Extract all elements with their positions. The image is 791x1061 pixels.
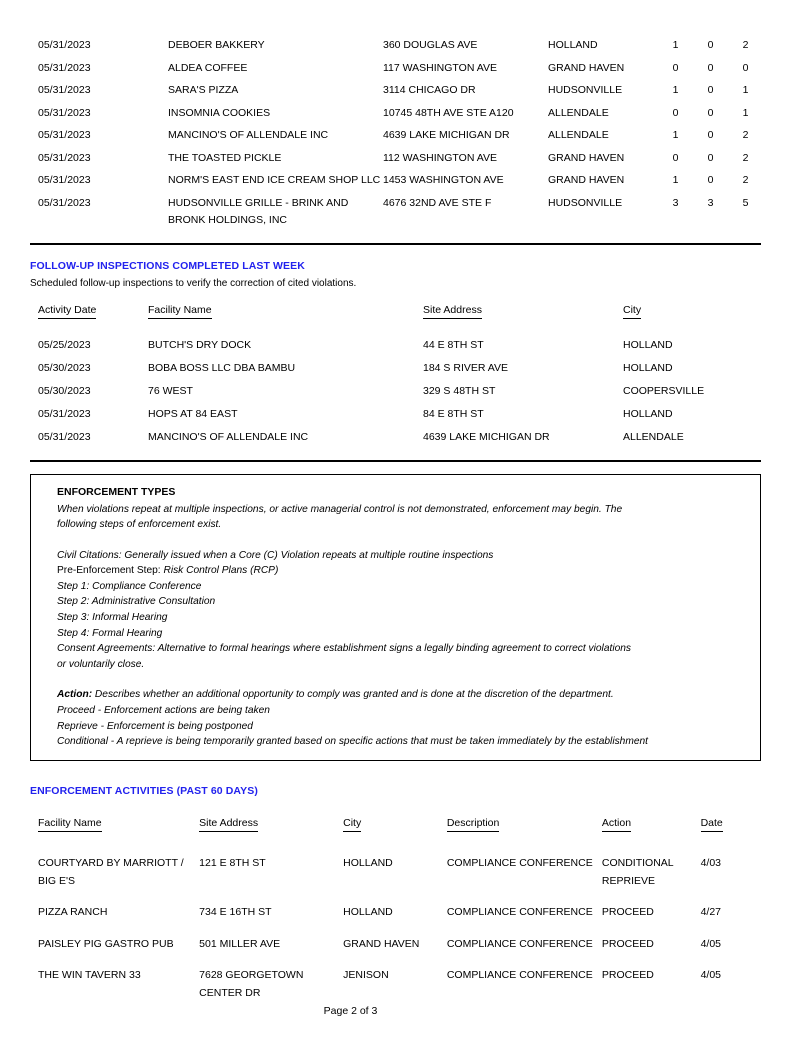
cell-activity-date: 05/31/2023 (38, 407, 91, 420)
table-row (30, 105, 763, 128)
enforcement-types-step-1: Step 1: Compliance Conference (57, 580, 202, 592)
enforcement-activities-section (30, 785, 761, 797)
cell-facility-name: THE WIN TAVERN 33 (38, 969, 141, 982)
column-header-date: Date (701, 815, 761, 833)
cell-city: HOLLAND (343, 857, 393, 870)
cell-facility-name: PIZZA RANCH (38, 906, 108, 919)
followup-section-heading: FOLLOW-UP INSPECTIONS COMPLETED LAST WEEK (30, 259, 305, 272)
cell-facility-name: HOPS AT 84 EAST (148, 407, 238, 420)
cell-foundation-count: 0 (707, 106, 714, 119)
cell-site-address: 734 E 16TH ST (199, 906, 272, 919)
cell-city: HOLLAND (623, 338, 673, 351)
table-header-row (30, 302, 773, 320)
cell-city: GRAND HAVEN (548, 61, 625, 74)
column-header-description: Description (447, 815, 602, 833)
cell-city: GRAND HAVEN (548, 174, 625, 186)
cell-site-address: 84 E 8TH ST (423, 407, 484, 420)
cell-activity-date: 05/30/2023 (38, 384, 91, 397)
followup-inspections-table (30, 302, 773, 452)
enforcement-types-step-2: Step 2: Administrative Consultation (57, 596, 216, 608)
table-row (30, 172, 763, 195)
cell-foundation-count: 3 (707, 196, 714, 209)
cell-activity-date: 05/31/2023 (38, 39, 91, 51)
section-divider-rule (30, 460, 761, 462)
action-label: Action: (57, 689, 93, 701)
cell-priority-count: 0 (672, 151, 679, 164)
cell-activity-date: 05/31/2023 (38, 129, 91, 141)
cell-site-address: 10745 48TH AVE STE A120 (383, 106, 514, 119)
table-row (30, 406, 773, 429)
cell-site-address: 121 E 8TH ST (199, 857, 266, 870)
page-footer (0, 1005, 791, 1017)
followup-table-head (30, 302, 773, 337)
cell-site-address: 112 WASHINGTON AVE (383, 151, 497, 164)
cell-description: COMPLIANCE CONFERENCE (446, 969, 593, 982)
enforcement-types-civil-citations: Civil Citations: Generally issued when a Core (C) Violation repeats at multiple routine inspections (57, 549, 494, 561)
cell-priority-count: 1 (672, 84, 679, 96)
column-header-city: City (623, 302, 773, 320)
cell-activity-date: 05/31/2023 (38, 151, 91, 164)
cell-site-address: 501 MILLER AVE (199, 937, 281, 950)
enforcement-table-head (30, 815, 761, 856)
cell-facility-name: THE TOASTED PICKLE (168, 151, 282, 164)
table-row (30, 150, 763, 173)
cell-facility-name: NORM'S EAST END ICE CREAM SHOP LLC (168, 174, 381, 186)
cell-core-count: 0 (742, 61, 749, 74)
cell-priority-count: 3 (672, 196, 679, 209)
cell-foundation-count: 0 (707, 61, 714, 74)
cell-city: GRAND HAVEN (343, 937, 420, 950)
cell-date: 4/05 (700, 969, 721, 982)
cell-activity-date: 05/31/2023 (38, 106, 91, 119)
cell-priority-count: 1 (672, 129, 679, 141)
enforcement-types-reprieve: Reprieve - Enforcement is being postponed (57, 720, 253, 732)
cell-activity-date: 05/31/2023 (38, 61, 91, 74)
cell-foundation-count: 0 (707, 151, 714, 164)
table-row (30, 60, 763, 83)
cell-site-address: 360 DOUGLAS AVE (383, 39, 478, 51)
cell-city: ALLENDALE (548, 106, 609, 119)
cell-activity-date: 05/31/2023 (38, 430, 91, 443)
enforcement-types-step-3: Step 3: Informal Hearing (57, 612, 168, 624)
cell-site-address: 117 WASHINGTON AVE (383, 61, 497, 74)
followup-section-subheading: Scheduled follow-up inspections to verify the correction of cited violations. (30, 277, 357, 289)
cell-facility-name: SARA'S PIZZA (168, 84, 239, 96)
enforcement-activities-heading: ENFORCEMENT ACTIVITIES (PAST 60 DAYS) (30, 784, 258, 797)
page-number-label: Page 2 of 3 (323, 1005, 378, 1017)
cell-city: HOLLAND (623, 361, 673, 374)
cell-action: PROCEED (601, 906, 654, 919)
cell-core-count: 2 (742, 129, 749, 141)
cell-city: HOLLAND (343, 906, 393, 919)
cell-site-address: 329 S 48TH ST (423, 384, 496, 397)
table-row (30, 195, 763, 235)
spacer (30, 245, 761, 260)
enforcement-activities-table (30, 815, 761, 1017)
cell-date: 4/03 (700, 857, 721, 870)
cell-facility-name: HUDSONVILLE GRILLE - BRINK AND BRONK HOLDINGS, INC (168, 196, 349, 226)
cell-activity-date: 05/31/2023 (38, 84, 91, 96)
cell-facility-name: MANCINO'S OF ALLENDALE INC (148, 430, 309, 443)
cell-facility-name: MANCINO'S OF ALLENDALE INC (168, 129, 329, 141)
cell-facility-name: PAISLEY PIG GASTRO PUB (38, 937, 174, 950)
cell-site-address: 1453 WASHINGTON AVE (383, 174, 504, 186)
cell-facility-name: DEBOER BAKKERY (168, 39, 265, 51)
routine-inspections-body (30, 37, 763, 235)
table-row (30, 383, 773, 406)
cell-core-count: 1 (742, 106, 749, 119)
cell-foundation-count: 0 (707, 129, 714, 141)
cell-city: HUDSONVILLE (548, 196, 623, 209)
cell-facility-name: 76 WEST (148, 384, 193, 397)
enforcement-types-conditional: Conditional - A reprieve is being temporarily granted based on specific actions that must be taken immediately by the establishment (57, 736, 648, 748)
cell-foundation-count: 0 (707, 174, 714, 186)
enforcement-types-box (30, 474, 761, 761)
cell-city: HOLLAND (548, 39, 598, 51)
cell-description: COMPLIANCE CONFERENCE (446, 906, 593, 919)
cell-core-count: 1 (742, 84, 749, 96)
cell-activity-date: 05/31/2023 (38, 174, 91, 186)
cell-activity-date: 05/30/2023 (38, 361, 91, 374)
enforcement-types-title: ENFORCEMENT TYPES (57, 485, 176, 498)
spacer (57, 533, 746, 548)
enforcement-types-action (57, 687, 746, 703)
table-row (30, 904, 761, 936)
column-header-activity-date: Activity Date (30, 302, 148, 320)
cell-site-address: 3114 CHICAGO DR (383, 84, 476, 96)
table-row (30, 936, 761, 968)
column-header-facility-name: Facility Name (30, 815, 199, 833)
cell-foundation-count: 0 (707, 84, 714, 96)
enforcement-types-step-4: Step 4: Formal Hearing (57, 627, 163, 639)
cell-foundation-count: 0 (707, 39, 714, 51)
enforcement-table-body (30, 855, 761, 1016)
cell-core-count: 2 (742, 151, 749, 164)
enforcement-types-consent-agreements: Consent Agreements: Alternative to formal hearings where establishment signs a legally binding agreement to correct violations or voluntarily close. (57, 643, 632, 670)
column-header-facility-name: Facility Name (148, 302, 423, 320)
table-row (30, 127, 763, 150)
table-row (30, 37, 763, 60)
cell-city: JENISON (343, 969, 389, 982)
cell-priority-count: 0 (672, 61, 679, 74)
cell-facility-name: ALDEA COFFEE (168, 61, 248, 74)
table-row (30, 429, 773, 452)
cell-core-count: 2 (742, 39, 749, 51)
action-description: Describes whether an additional opportunity to comply was granted and is done at the discretion of the department. (92, 689, 614, 701)
spacer (57, 672, 746, 687)
cell-date: 4/05 (700, 937, 721, 950)
column-header-site-address: Site Address (199, 815, 343, 833)
cell-facility-name: BUTCH'S DRY DOCK (148, 338, 252, 351)
spacer (30, 289, 761, 302)
cell-site-address: 44 E 8TH ST (423, 338, 484, 351)
cell-city: ALLENDALE (548, 129, 609, 141)
cell-site-address: 4676 32ND AVE STE F (383, 196, 492, 209)
cell-activity-date: 05/31/2023 (38, 196, 91, 209)
cell-site-address: 184 S RIVER AVE (423, 361, 509, 374)
cell-facility-name: BOBA BOSS LLC DBA BAMBU (148, 361, 296, 374)
cell-priority-count: 1 (672, 174, 679, 186)
cell-action: PROCEED (601, 937, 654, 950)
cell-date: 4/27 (700, 906, 721, 919)
cell-activity-date: 05/25/2023 (38, 338, 91, 351)
cell-facility-name: COURTYARD BY MARRIOTT / BIG E'S (38, 857, 184, 887)
document-page (0, 37, 791, 1061)
cell-description: COMPLIANCE CONFERENCE (446, 937, 593, 950)
cell-site-address: 7628 GEORGETOWN CENTER DR (199, 969, 304, 999)
cell-city: HOLLAND (623, 407, 673, 420)
cell-city: HUDSONVILLE (548, 84, 623, 96)
cell-city: ALLENDALE (623, 430, 684, 443)
cell-core-count: 2 (742, 174, 749, 186)
routine-inspections-table (30, 37, 763, 235)
column-header-city: City (343, 815, 447, 833)
header-spacer-row (30, 319, 773, 337)
cell-facility-name: INSOMNIA COOKIES (168, 106, 271, 119)
cell-city: GRAND HAVEN (548, 151, 625, 164)
cell-description: COMPLIANCE CONFERENCE (446, 857, 593, 870)
cell-action: CONDITIONAL REPRIEVE (601, 857, 674, 887)
cell-site-address: 4639 LAKE MICHIGAN DR (423, 430, 550, 443)
column-header-site-address: Site Address (423, 302, 623, 320)
table-row (30, 360, 773, 383)
table-row (30, 82, 763, 105)
table-row (30, 337, 773, 360)
pre-enforcement-label: Pre-Enforcement Step: (57, 565, 161, 577)
cell-action: PROCEED (601, 969, 654, 982)
enforcement-types-proceed: Proceed - Enforcement actions are being taken (57, 705, 270, 717)
followup-table-body (30, 337, 773, 452)
cell-city: COOPERSVILLE (623, 384, 705, 397)
cell-core-count: 5 (742, 196, 749, 209)
spacer (30, 797, 761, 815)
pre-enforcement-value: Risk Control Plans (RCP) (160, 565, 279, 577)
table-header-row (30, 815, 761, 833)
enforcement-types-intro: When violations repeat at multiple inspections, or active managerial control is not demonstrated, enforcement may begin. The following steps of enforcement exist. (57, 503, 623, 531)
cell-priority-count: 1 (672, 39, 679, 51)
column-header-action: Action (602, 815, 701, 833)
cell-priority-count: 0 (672, 106, 679, 119)
cell-site-address: 4639 LAKE MICHIGAN DR (383, 129, 510, 141)
table-row (30, 855, 761, 904)
enforcement-types-pre-enforcement (57, 563, 746, 579)
header-spacer-row (30, 832, 761, 855)
